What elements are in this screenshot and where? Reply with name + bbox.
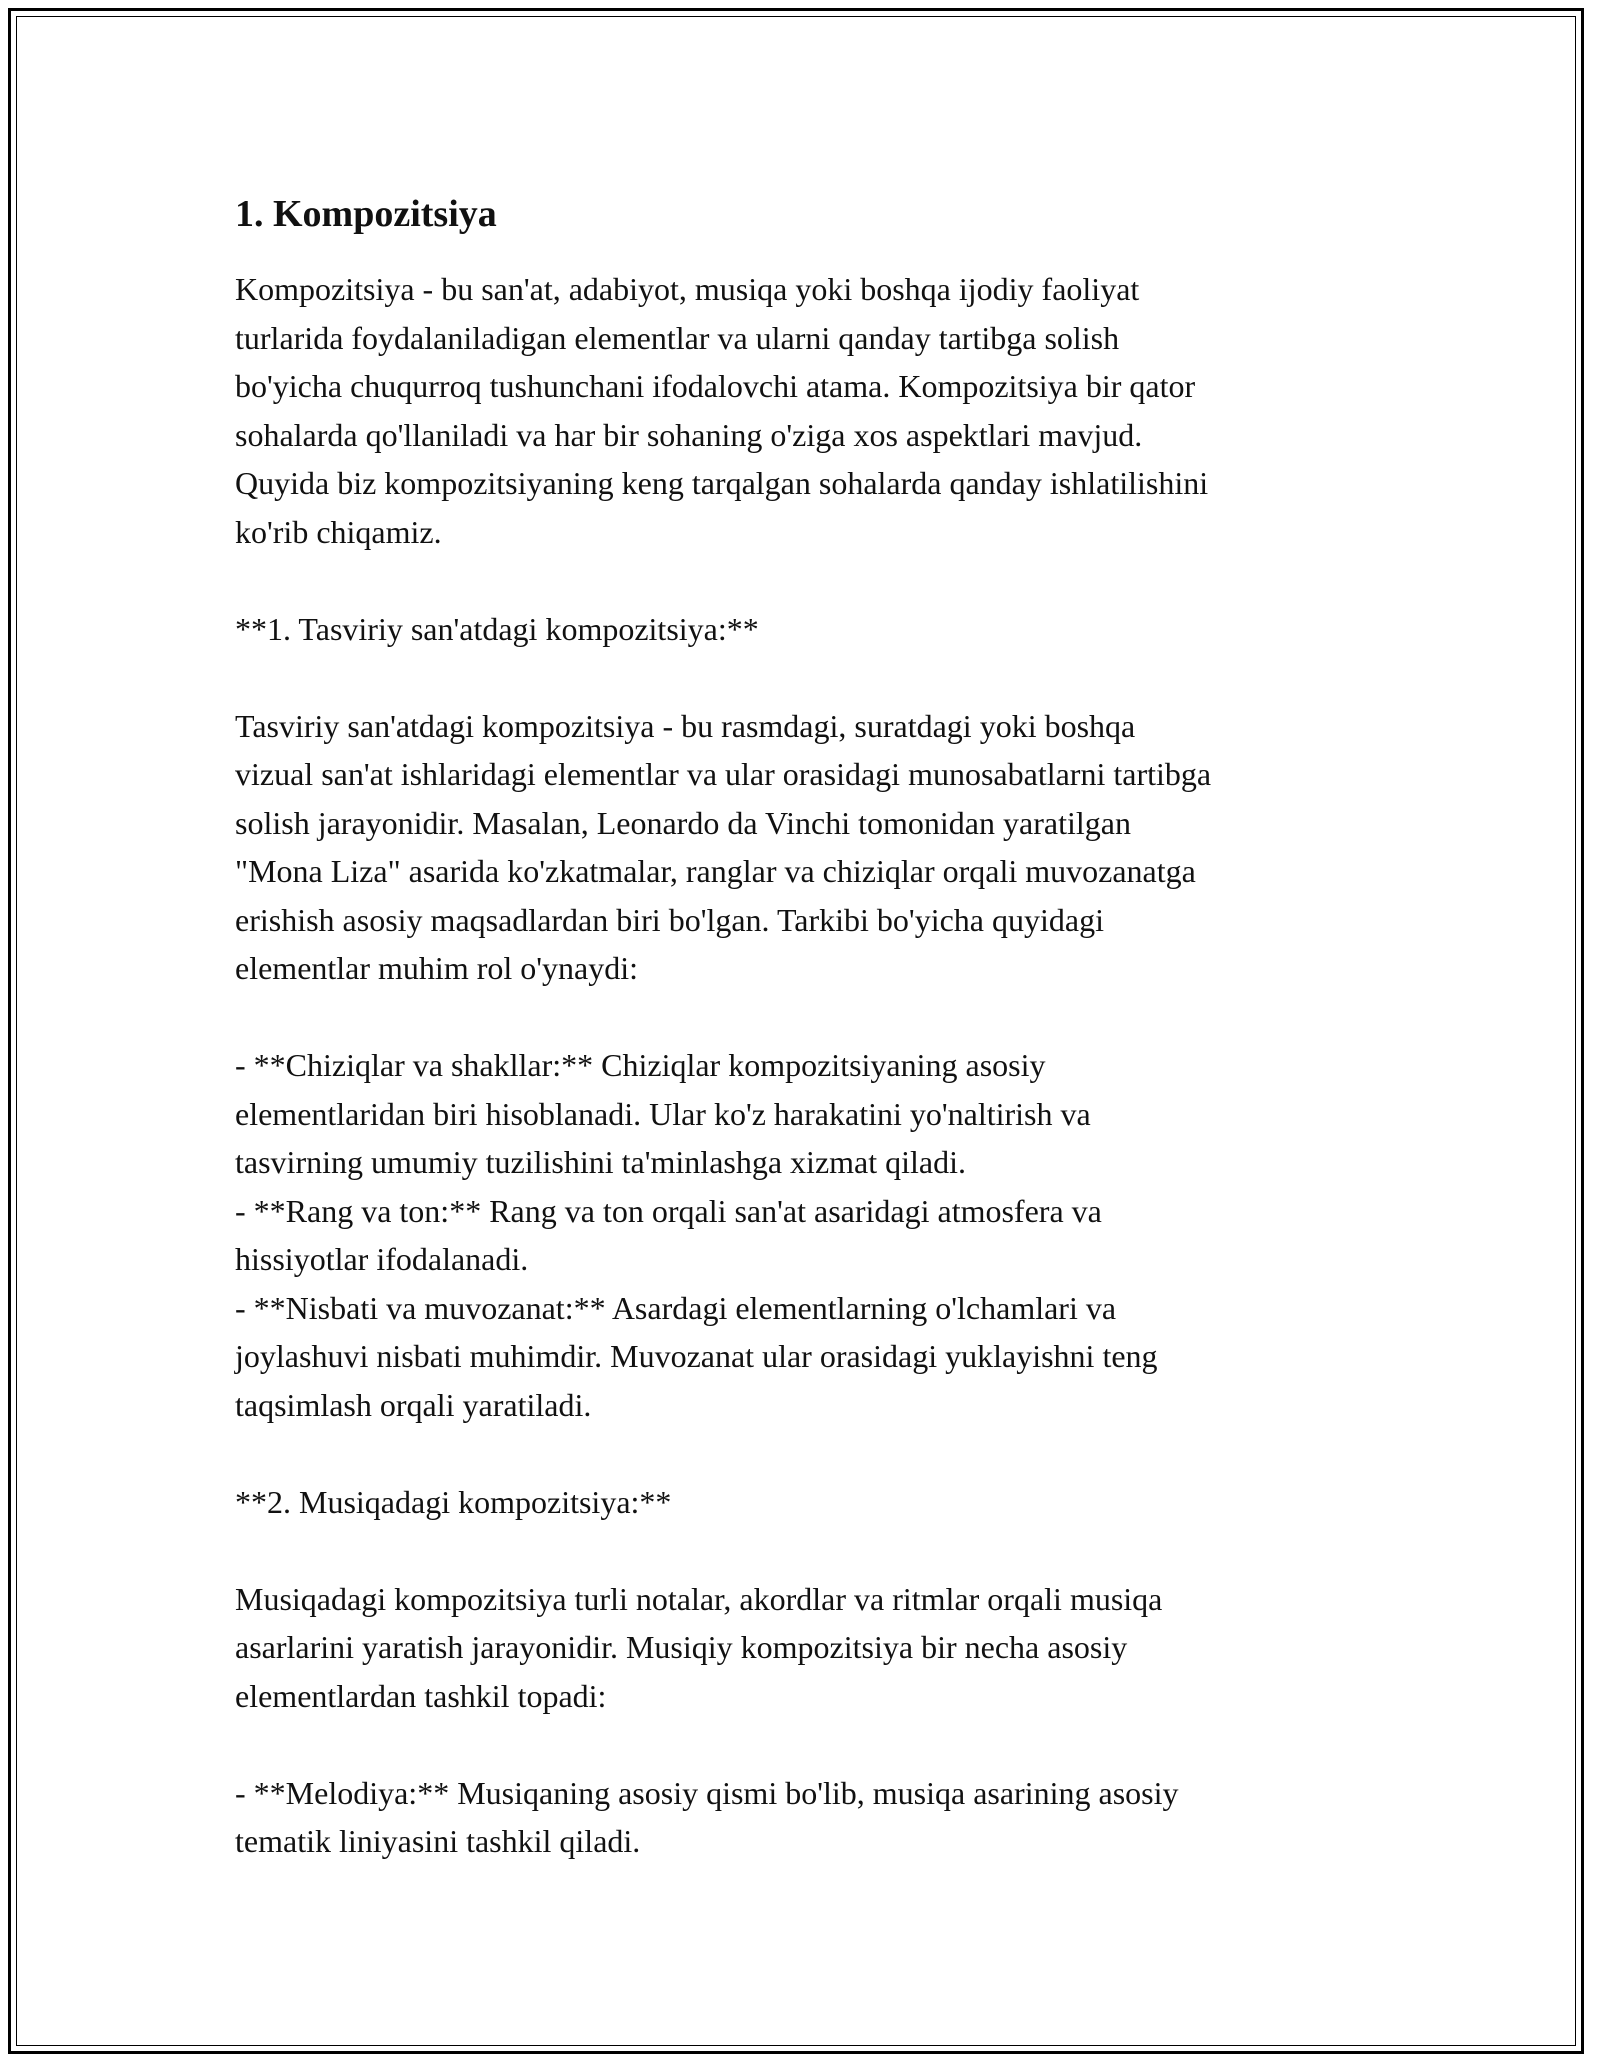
music-paragraph: Musiqadagi kompozitsiya turli notalar, akordlar va ritmlar orqali musiqa asarlarini yaratish jarayonidir. Musiqiy kompozitsiya bir necha asosiy elementlardan tashkil topadi: xyxy=(235,1580,1163,1714)
music-list: - **Melodiya:** Musiqaning asosiy qismi bo'lib, musiqa asarining asosiy tematik liniyasini tashkil qiladi. xyxy=(235,1774,1179,1859)
visual-art-list: - **Chiziqlar va shakllar:** Chiziqlar kompozitsiyaning asosiy elementlaridan biri hisoblanadi. Ular ko'z harakatini yo'naltirish va tasvirning umumiy tuzilishini ta'minlashga xizmat qiladi. - **Rang va ton:** Rang va ton orqali san'at asaridagi atmosfera va hissiyotlar ifodalanadi. - **Nisbati va muvozanat:** Asardagi elementlarning o'lchamlari va joylashuvi nisbati muhimdir. Muvozanat ular orasidagi yuklayishni teng taqsimlash orqali yaratiladi. xyxy=(235,1047,1158,1423)
intro-paragraph: Kompozitsiya - bu san'at, adabiyot, musiqa yoki boshqa ijodiy faoliyat turlarida foydalaniladigan elementlar va ularni qanday tartibga solish bo'yicha chuqurroq tushunchani ifodalovchi atama. Kompozitsiya bir qator sohalarda qo'llaniladi va har bir sohaning o'ziga xos aspektlari mavjud. Quyida biz kompozitsiyaning keng tarqalgan sohalarda qanday ishlatilishini ko'rib chiqamiz. xyxy=(235,271,1209,550)
document-title: 1. Kompozitsiya xyxy=(235,193,497,235)
section-heading-music: **2. Musiqadagi kompozitsiya:** xyxy=(235,1483,672,1520)
section-heading-visual-art: **1. Tasviriy san'atdagi kompozitsiya:** xyxy=(235,610,759,647)
visual-art-paragraph: Tasviriy san'atdagi kompozitsiya - bu rasmdagi, suratdagi yoki boshqa vizual san'at ishlaridagi elementlar va ular orasidagi munosabatlarni tartibga solish jarayonidir. Masalan, Leonardo da Vinchi tomonidan yaratilgan "Mona Liza" asarida ko'zkatmalar, ranglar va chiziqlar orqali muvozanatga erishish asosiy maqsadlardan biri bo'lgan. Tarkibi bo'yicha quyidagi elementlar muhim rol o'ynaydi: xyxy=(235,707,1212,986)
document-body xyxy=(235,185,1365,1866)
